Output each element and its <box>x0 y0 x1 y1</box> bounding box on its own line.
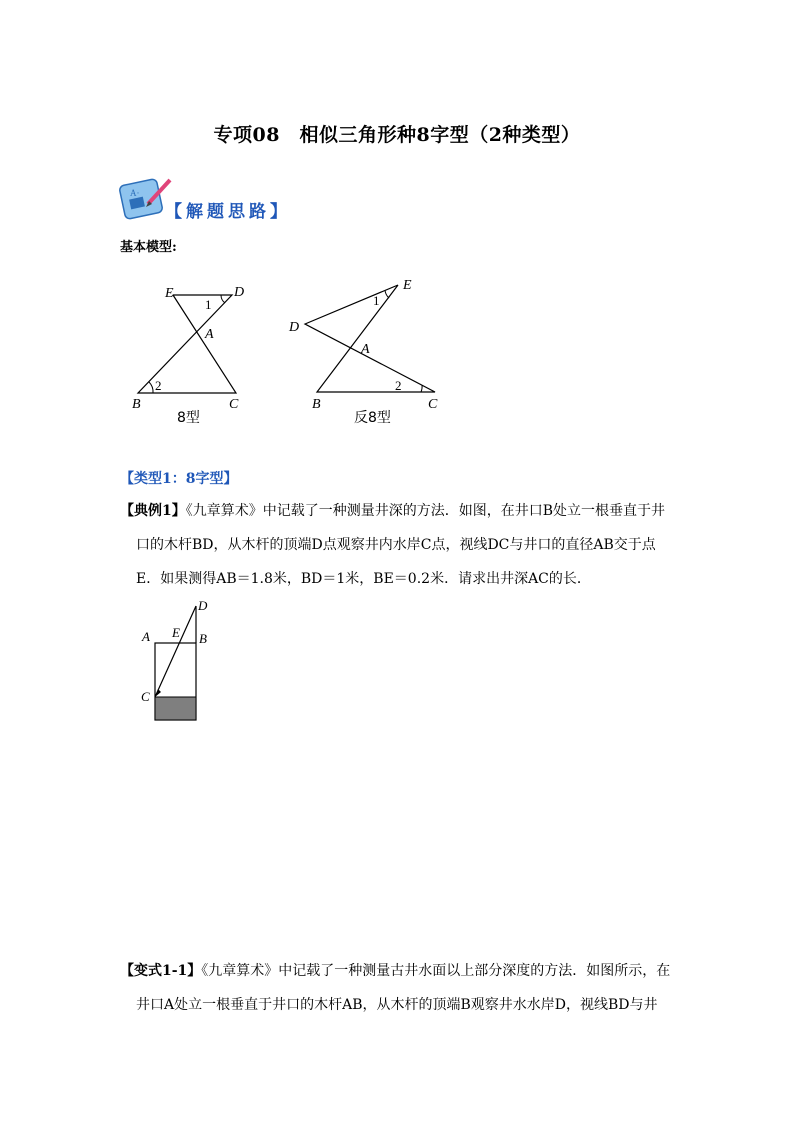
point-D-label: D <box>289 320 300 335</box>
angle-1-arc <box>385 290 389 298</box>
variant1-line1: 【变式1-1】《九章算术》中记载了一种测量古井水面以上部分深度的方法．如图所示，在 <box>120 963 671 979</box>
angle-2-label: 2 <box>395 378 402 393</box>
example1-line1: 【典例1】《九章算术》中记载了一种测量井深的方法．如图，在井口B处立一根垂直于井 <box>120 503 666 519</box>
figure-reverse-8-shape <box>285 272 445 432</box>
example1-tag: 【典例1】 <box>120 503 186 519</box>
variant1-tag: 【变式1-1】 <box>120 963 202 979</box>
example1-line2: 口的木杆BD，从木杆的顶端D点观察井内水岸C点，视线DC与井口的直径AB交于点 <box>136 537 656 553</box>
point-E-label: E <box>165 286 174 301</box>
figure-reverse-8-lines <box>305 285 435 392</box>
page-title: 专项08 相似三角形种8字型（2种类型） <box>213 124 581 146</box>
angle-2-label: 2 <box>155 378 162 393</box>
variant1-line2: 井口A处立一根垂直于井口的木杆AB，从木杆的顶端B观察井水水岸D，视线BD与井 <box>136 997 658 1013</box>
point-A-label: A <box>142 629 150 644</box>
point-A-label: A <box>205 327 214 342</box>
point-B-label: B <box>199 631 207 646</box>
point-A-label: A <box>361 342 370 357</box>
angle-1-label: 1 <box>205 297 212 312</box>
well-water <box>155 697 196 720</box>
sight-arrowhead <box>155 689 161 697</box>
point-E-label: E <box>172 625 180 640</box>
point-D-label: D <box>198 598 208 613</box>
point-C-label: C <box>141 689 150 704</box>
figure-8-shape <box>125 278 265 438</box>
svg-text:A·: A· <box>130 188 140 198</box>
point-B-label: B <box>312 397 321 412</box>
point-E-label: E <box>403 278 412 293</box>
example1-line3: E．如果测得AB＝1.8米，BD＝1米，BE＝0.2米．请求出井深AC的长． <box>136 571 591 587</box>
point-B-label: B <box>132 397 141 412</box>
figure-8-lines <box>138 295 236 393</box>
point-C-label: C <box>428 397 438 412</box>
section-type1-heading: 【类型1：8字型】 <box>120 471 238 487</box>
figure-reverse-8-caption: 反8型 <box>354 410 391 426</box>
point-D-label: D <box>234 285 245 300</box>
well-figure <box>135 596 215 726</box>
angle-1-label: 1 <box>373 293 380 308</box>
example1-paragraph <box>120 494 680 596</box>
figure-8-caption: 8型 <box>177 410 200 426</box>
point-C-label: C <box>229 397 239 412</box>
angle-2-arc <box>149 382 153 393</box>
variant1-paragraph <box>120 954 680 1022</box>
solution-ideas-label: 【解题思路】 <box>165 202 291 222</box>
angle-2-arc <box>421 385 422 392</box>
angle-1-arc <box>221 295 225 303</box>
basic-model-label: 基本模型: <box>120 240 177 255</box>
sight-line-DC <box>155 606 196 697</box>
